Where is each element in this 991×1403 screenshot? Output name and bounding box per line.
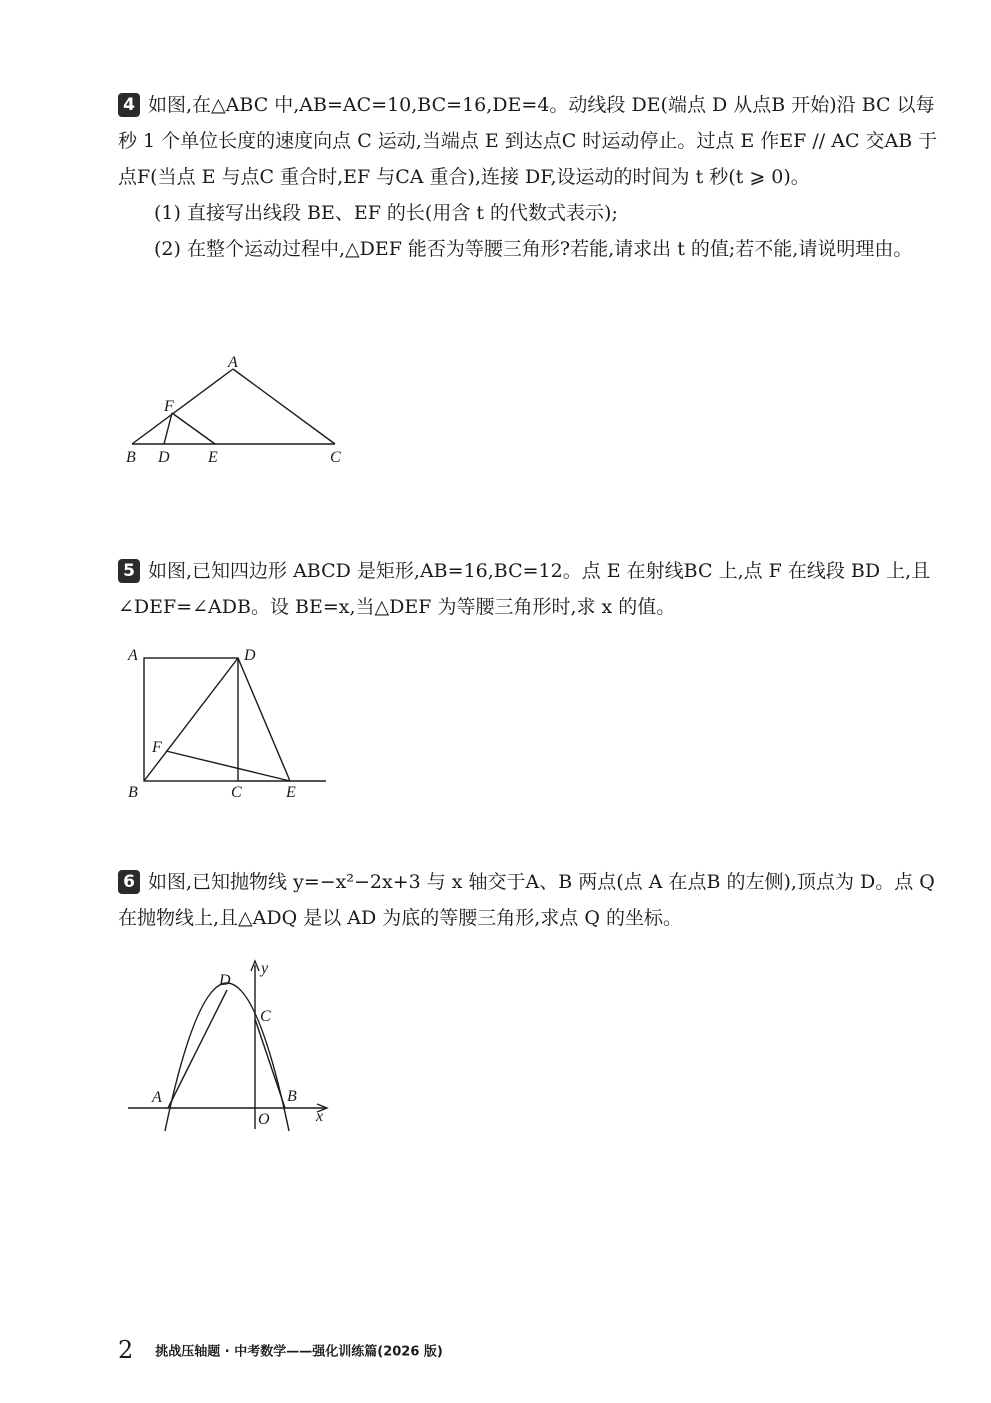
problem-6-text: 如图,已知抛物线 y=−x²−2x+3 与 x 轴交于A、B 两点(点 A 在点B 的左侧),顶点为 D。点 Q 在抛物线上,且△ADQ 是以 AD 为底的等腰三角形,求点 Q 的坐标。 xyxy=(118,871,935,929)
rectangle-abcd-diagram xyxy=(120,640,340,810)
segment-de xyxy=(238,658,290,781)
page-number: 2 xyxy=(118,1336,134,1364)
problem-5-number: 5 xyxy=(118,559,140,583)
segment-ac xyxy=(233,369,335,444)
problem-6-number: 6 xyxy=(118,870,140,894)
problem-6-figure xyxy=(120,955,340,1149)
problem-4-number: 4 xyxy=(118,93,140,117)
triangle-abc-diagram xyxy=(120,350,360,470)
label-b: B xyxy=(126,449,136,466)
problem-5-text: 如图,已知四边形 ABCD 是矩形,AB=16,BC=12。点 E 在射线BC 上,点 F 在线段 BD 上,且∠DEF=∠ADB。设 BE=x,当△DEF 为等腰三角形时,求 x 的值。 xyxy=(118,560,931,618)
label-b: B xyxy=(287,1088,297,1105)
segment-ad xyxy=(168,990,227,1108)
problem-5 xyxy=(118,553,938,625)
diagonal-bd xyxy=(144,658,238,781)
label-c: C xyxy=(330,449,341,466)
label-e: E xyxy=(286,784,296,801)
label-c: C xyxy=(260,1008,271,1025)
label-c: C xyxy=(231,784,242,801)
label-y: y xyxy=(261,960,269,977)
problem-4-figure xyxy=(120,350,360,474)
segment-ef xyxy=(166,751,290,781)
label-d: D xyxy=(219,972,231,989)
label-x: x xyxy=(316,1108,324,1125)
parabola-diagram xyxy=(120,955,340,1145)
label-f: F xyxy=(164,398,174,415)
label-a: A xyxy=(152,1089,162,1106)
segment-ef xyxy=(172,413,215,444)
parabola-curve xyxy=(165,983,289,1131)
book-title: 挑战压轴题 · 中考数学——强化训练篇(2026 版) xyxy=(155,1344,443,1360)
problem-4 xyxy=(118,87,938,267)
problem-4-stem xyxy=(118,87,938,195)
label-o: O xyxy=(258,1111,270,1128)
label-d: D xyxy=(244,647,256,664)
label-e: E xyxy=(208,449,218,466)
problem-5-figure xyxy=(120,640,340,814)
label-a: A xyxy=(228,354,238,371)
problem-4-text: 如图,在△ABC 中,AB=AC=10,BC=16,DE=4。动线段 DE(端点 D 从点B 开始)沿 BC 以每秒 1 个单位长度的速度向点 C 运动,当端点 E 到达点C 时运动停止。过点 E 作EF // AC 交AB 于点F(当点 E 与点C 重合时,EF 与CA 重合),连接 DF,设运动的时间为 t 秒(t ⩾ 0)。 xyxy=(118,94,938,188)
label-b: B xyxy=(128,784,138,801)
segment-ab xyxy=(132,369,233,444)
problem-4-part-1: (1) 直接写出线段 BE、EF 的长(用含 t 的代数式表示); xyxy=(154,202,618,224)
segment-cb xyxy=(255,1019,285,1108)
problem-5-stem xyxy=(118,553,938,625)
page-footer xyxy=(118,1336,443,1364)
problem-6 xyxy=(118,864,938,936)
label-d: D xyxy=(158,449,170,466)
problem-4-part-2: (2) 在整个运动过程中,△DEF 能否为等腰三角形?若能,请求出 t 的值;若不能,请说明理由。 xyxy=(154,238,913,260)
problem-6-stem xyxy=(118,864,938,936)
label-a: A xyxy=(128,647,138,664)
label-f: F xyxy=(152,739,162,756)
